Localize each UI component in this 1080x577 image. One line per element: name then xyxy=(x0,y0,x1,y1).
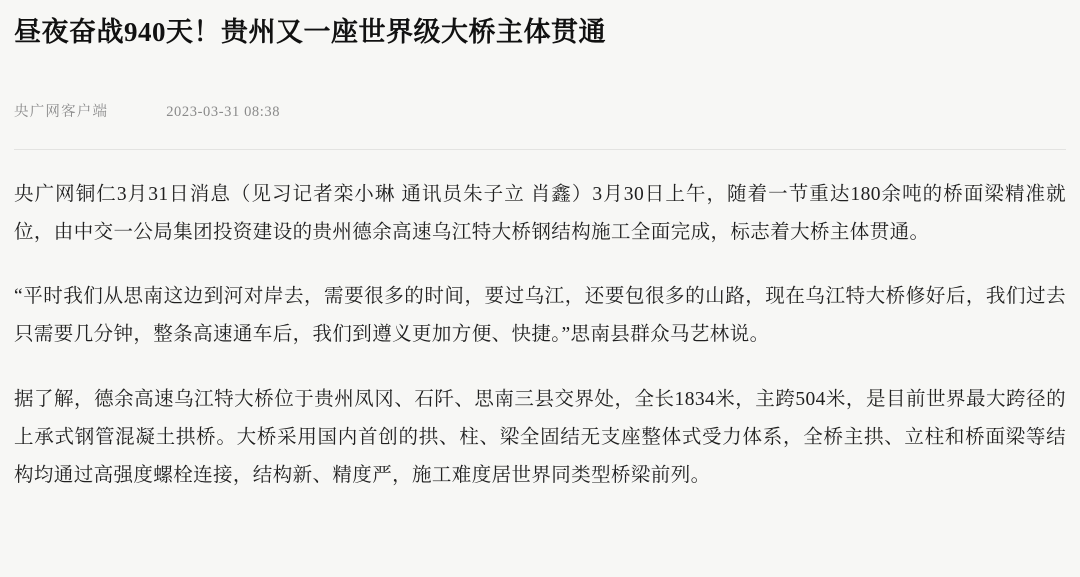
article-body xyxy=(14,176,1066,494)
article-paragraph: 央广网铜仁3月31日消息（见习记者栾小琳 通讯员朱子立 肖鑫）3月30日上午，随着一节重达180余吨的桥面梁精准就位，由中交一公局集团投资建设的贵州德余高速乌江特大桥钢结构施工全面完成，标志着大桥主体贯通。 xyxy=(14,184,1066,244)
article-paragraph: 据了解，德余高速乌江特大桥位于贵州凤冈、石阡、思南三县交界处，全长1834米，主跨504米，是目前世界最大跨径的上承式钢管混凝土拱桥。大桥采用国内首创的拱、柱、梁全固结无支座整体式受力体系，全桥主拱、立柱和桥面梁等结构均通过高强度螺栓连接，结构新、精度严，施工难度居世界同类型桥梁前列。 xyxy=(14,388,1066,486)
article-source: 央广网客户端 xyxy=(14,104,109,121)
article-paragraph: “平时我们从思南这边到河对岸去，需要很多的时间，要过乌江，还要包很多的山路，现在乌江特大桥修好后，我们过去只需要几分钟，整条高速通车后，我们到遵义更加方便、快捷。”思南县群众马艺林说。 xyxy=(14,286,1066,346)
article-timestamp: 2023-03-31 08:38 xyxy=(166,104,281,121)
header-divider xyxy=(14,149,1066,150)
page-title: 昼夜奋战940天！贵州又一座世界级大桥主体贯通 xyxy=(14,17,606,47)
article-meta xyxy=(14,100,1066,121)
